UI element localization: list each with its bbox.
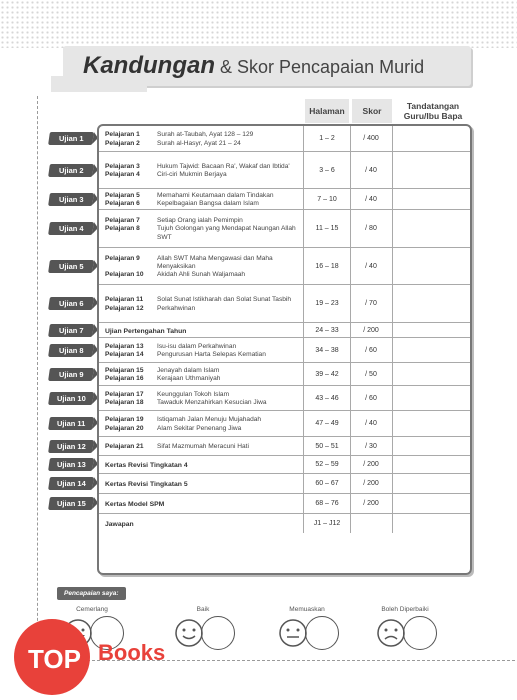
lesson-title: Surah al-Hasyr, Ayat 21 – 24 bbox=[157, 139, 241, 147]
lesson-label: Pelajaran 5 bbox=[105, 191, 140, 199]
page-range: 60 – 67 bbox=[304, 474, 351, 493]
ujian-tag bbox=[48, 392, 94, 405]
ujian-label: Ujian 2 bbox=[58, 165, 84, 175]
lesson-title: Istiqamah Jalan Menuju Mujahadah bbox=[157, 416, 262, 424]
dashed-border-left bbox=[37, 96, 38, 656]
page-range: 50 – 51 bbox=[304, 437, 351, 455]
row-title: Kertas Revisi Tingkatan 5 bbox=[105, 481, 188, 488]
score-cell: / 50 bbox=[350, 363, 393, 385]
ujian-tag bbox=[48, 440, 94, 453]
lesson-title: Tawaduk Menzahirkan Kesucian Jiwa bbox=[157, 399, 267, 406]
page-range: 68 – 76 bbox=[304, 494, 351, 513]
pencapaian-level-label: Boleh Diperbaiki bbox=[381, 606, 429, 613]
pencapaian-level-label: Cemerlang bbox=[76, 606, 108, 613]
page-range: 47 – 49 bbox=[304, 411, 351, 436]
lesson-label: Pelajaran 1 bbox=[105, 131, 140, 139]
lesson-label: Pelajaran 15 bbox=[105, 366, 144, 374]
score-cell: / 200 bbox=[350, 456, 393, 473]
score-cell: / 200 bbox=[350, 323, 393, 337]
ujian-label: Ujian 7 bbox=[58, 325, 84, 335]
page-range: J1 – J12 bbox=[304, 514, 351, 533]
lesson-label: Pelajaran 17 bbox=[105, 390, 144, 398]
lesson-title: Tujuh Golongan yang Mendapat Naungan Allah SWT bbox=[157, 225, 296, 241]
ujian-tag bbox=[48, 324, 94, 337]
lesson-title: Surah at-Taubah, Ayat 128 – 129 bbox=[157, 131, 254, 139]
topbooks-logo bbox=[10, 612, 180, 697]
lesson-title: Keunggulan Tokoh Islam bbox=[157, 390, 230, 398]
page-range: 11 – 15 bbox=[304, 210, 351, 247]
page-range: 34 – 38 bbox=[304, 338, 351, 362]
row-title: Kertas Revisi Tingkatan 4 bbox=[105, 462, 188, 469]
score-cell: / 30 bbox=[350, 437, 393, 455]
score-cell: / 40 bbox=[350, 152, 393, 188]
header-skor: Skor bbox=[352, 99, 392, 123]
ujian-tag bbox=[48, 164, 94, 177]
svg-text:Books: Books bbox=[98, 640, 166, 665]
lesson-title: Isu-isu dalam Perkahwinan bbox=[157, 342, 237, 350]
lesson-label: Pelajaran 21 bbox=[105, 442, 144, 450]
lesson-label: Pelajaran 9 bbox=[105, 254, 140, 262]
ujian-tag bbox=[48, 132, 94, 145]
lesson-label: Pelajaran 18 bbox=[105, 399, 144, 406]
row-title: Jawapan bbox=[105, 521, 134, 528]
ujian-label: Ujian 3 bbox=[58, 194, 84, 204]
score-cell: / 40 bbox=[350, 189, 393, 209]
ujian-tag bbox=[48, 222, 94, 235]
ujian-label: Ujian 10 bbox=[56, 393, 86, 403]
dotted-background bbox=[0, 0, 517, 48]
ujian-tag bbox=[48, 193, 94, 206]
ujian-label: Ujian 8 bbox=[58, 345, 84, 355]
ujian-tag bbox=[48, 458, 94, 471]
page-range: 39 – 42 bbox=[304, 363, 351, 385]
lesson-label: Pelajaran 14 bbox=[105, 351, 144, 358]
page-range: 1 – 2 bbox=[304, 126, 351, 151]
page-range: 24 – 33 bbox=[304, 323, 351, 337]
page-range: 16 – 18 bbox=[304, 248, 351, 284]
ujian-label: Ujian 13 bbox=[56, 460, 86, 469]
lesson-label: Pelajaran 13 bbox=[105, 342, 144, 350]
ujian-tag bbox=[48, 477, 94, 490]
lesson-title: Solat Sunat Istikharah dan Solat Sunat Tasbih bbox=[157, 296, 292, 304]
lesson-label: Pelajaran 7 bbox=[105, 217, 140, 225]
lesson-title: Setiap Orang ialah Pemimpin bbox=[157, 217, 243, 225]
ujian-label: Ujian 1 bbox=[58, 134, 84, 143]
ujian-label: Ujian 5 bbox=[58, 261, 84, 271]
ujian-label: Ujian 14 bbox=[56, 479, 86, 488]
svg-text:TOP: TOP bbox=[28, 644, 81, 674]
lesson-label: Pelajaran 11 bbox=[105, 296, 144, 304]
header-halaman: Halaman bbox=[305, 99, 349, 123]
ujian-label: Ujian 12 bbox=[56, 441, 86, 451]
score-cell: / 60 bbox=[350, 386, 393, 410]
lesson-label: Pelajaran 6 bbox=[105, 200, 140, 207]
lesson-title: Ciri-ciri Mukmin Berjaya bbox=[157, 171, 227, 178]
ujian-tag bbox=[48, 344, 94, 357]
page-range: 19 – 23 bbox=[304, 285, 351, 322]
pencapaian-level-label: Memuaskan bbox=[289, 606, 325, 613]
lesson-label: Pelajaran 19 bbox=[105, 416, 144, 424]
lesson-title: Jenayah dalam Islam bbox=[157, 366, 220, 374]
pencapaian-label: Pencapaian saya: bbox=[57, 587, 126, 600]
neutral-face-icon bbox=[278, 618, 308, 648]
score-cell: / 40 bbox=[350, 411, 393, 436]
lesson-title: Sifat Mazmumah Meracuni Hati bbox=[157, 442, 249, 450]
lesson-title: Kerajaan Uthmaniyah bbox=[157, 375, 221, 382]
lesson-label: Pelajaran 12 bbox=[105, 304, 144, 312]
score-cell: / 70 bbox=[350, 285, 393, 322]
score-cell: / 60 bbox=[350, 338, 393, 362]
ujian-label: Ujian 15 bbox=[56, 499, 86, 508]
lesson-title: Allah SWT Maha Mengawasi dan Maha Menyaksikan bbox=[157, 254, 273, 270]
lesson-title: Memahami Keutamaan dalam Tindakan bbox=[157, 191, 274, 199]
ujian-label: Ujian 9 bbox=[58, 369, 84, 379]
sad-face-icon bbox=[376, 618, 406, 648]
lesson-label: Pelajaran 3 bbox=[105, 162, 140, 170]
lesson-title: Akidah Ahli Sunah Waljamaah bbox=[157, 271, 246, 279]
score-cell: / 80 bbox=[350, 210, 393, 247]
ujian-tag bbox=[48, 497, 94, 510]
lesson-label: Pelajaran 8 bbox=[105, 225, 140, 233]
page-range: 52 – 59 bbox=[304, 456, 351, 473]
row-title: Kertas Model SPM bbox=[105, 501, 165, 508]
lesson-title: Kepelbagaian Bangsa dalam Islam bbox=[157, 200, 259, 207]
tick-circle[interactable] bbox=[305, 616, 339, 650]
ujian-tag bbox=[48, 297, 94, 310]
lesson-label: Pelajaran 16 bbox=[105, 375, 144, 382]
pencapaian-option bbox=[272, 606, 372, 656]
lesson-label: Pelajaran 4 bbox=[105, 171, 140, 178]
tick-circle[interactable] bbox=[201, 616, 235, 650]
pencapaian-level-label: Baik bbox=[196, 606, 210, 613]
ujian-label: Ujian 4 bbox=[58, 224, 84, 233]
pencapaian-option bbox=[168, 606, 268, 656]
header-tandatangan: Tandatangan Guru/Ibu Bapa bbox=[403, 101, 463, 121]
score-cell: / 40 bbox=[350, 248, 393, 284]
page-title: Kandungan & Skor Pencapaian Murid bbox=[83, 52, 425, 79]
contents-table bbox=[97, 124, 472, 575]
page-range: 7 – 10 bbox=[304, 189, 351, 209]
lesson-label: Pelajaran 2 bbox=[105, 139, 140, 147]
ujian-tag bbox=[48, 417, 94, 430]
score-cell: / 200 bbox=[350, 474, 393, 493]
lesson-title: Hukum Tajwid: Bacaan Ra', Wakaf dan Ibtida' bbox=[157, 162, 290, 170]
ujian-label: Ujian 11 bbox=[56, 419, 86, 428]
lesson-label: Pelajaran 20 bbox=[105, 424, 144, 432]
row-title: Ujian Pertengahan Tahun bbox=[105, 327, 187, 335]
lesson-label: Pelajaran 10 bbox=[105, 271, 144, 279]
ujian-label: Ujian 6 bbox=[58, 299, 84, 308]
page-range: 3 – 6 bbox=[304, 152, 351, 188]
page-range: 43 – 46 bbox=[304, 386, 351, 410]
ujian-tag bbox=[48, 260, 94, 273]
lesson-title: Perkahwinan bbox=[157, 304, 196, 312]
ujian-tag bbox=[48, 368, 94, 381]
lesson-title: Alam Sekitar Penenang Jiwa bbox=[157, 424, 242, 432]
lesson-title: Pengurusan Harta Selepas Kematian bbox=[157, 351, 266, 358]
tick-circle[interactable] bbox=[403, 616, 437, 650]
score-cell: / 200 bbox=[350, 494, 393, 513]
pencapaian-option bbox=[370, 606, 470, 656]
score-cell: / 400 bbox=[350, 126, 393, 151]
